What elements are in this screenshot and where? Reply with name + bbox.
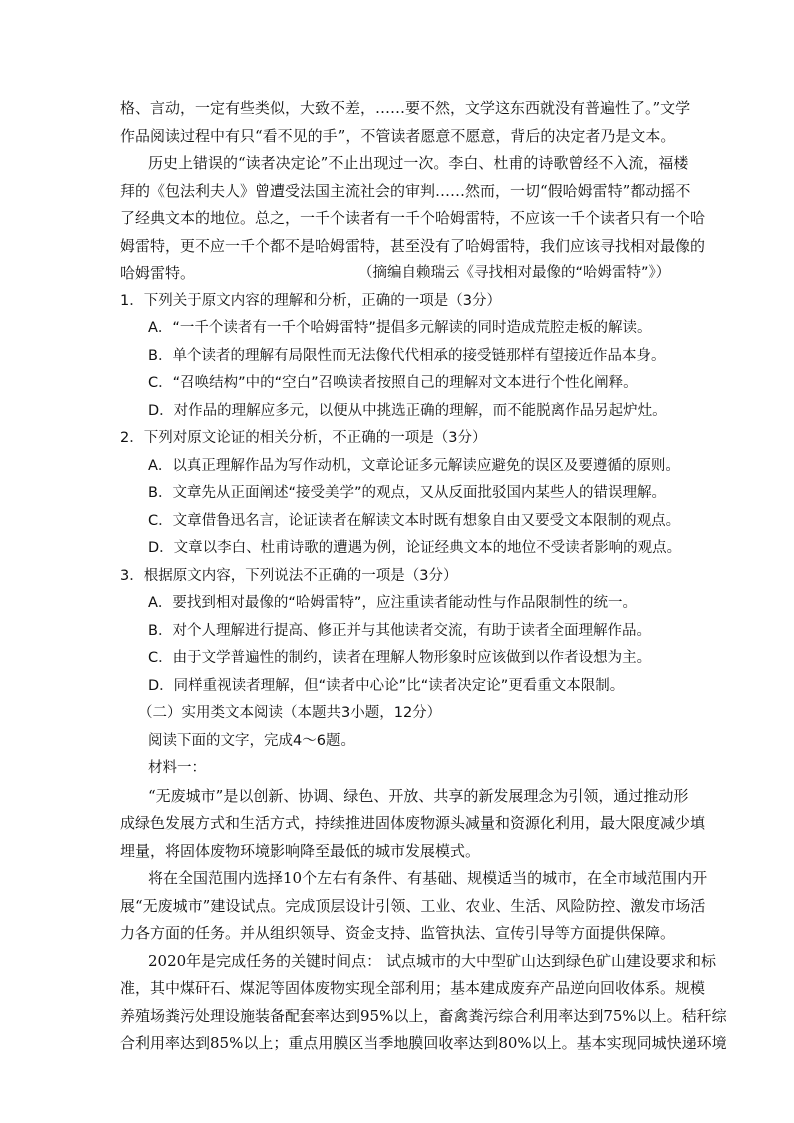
passage-source: （摘编自赖瑞云《寻找相对最像的“哈姆雷特”》）: [358, 265, 671, 281]
passage-line: 历史上错误的“读者决定论”不止出现过一次。李白、杜甫的诗歌曾经不入流，福楼: [148, 154, 689, 172]
question-stem: 3．根据原文内容，下列说法不正确的一项是（3分）: [120, 568, 458, 584]
material-line: “无废城市”是以创新、协调、绿色、开放、共享的新发展理念为引领，通过推动形: [148, 787, 689, 805]
question-stem: 1．下列关于原文内容的理解和分析，正确的一项是（3分）: [120, 293, 501, 309]
material-line: 合利用率达到85%以上；重点用膜区当季地膜回收率达到80%以上。基本实现同城快递环境: [120, 1034, 727, 1052]
passage-line: 了经典文本的地位。总之，一千个读者有一千个哈姆雷特，不应该一千个读者只有一个哈: [120, 209, 706, 227]
material-label: 材料一：: [148, 760, 206, 776]
material-line: 2020年是完成任务的关键时间点： 试点城市的大中型矿山达到绿色矿山建设要求和标: [148, 952, 716, 970]
answer-option: A．以真正理解作品为写作动机，文章论证多元解读应避免的误区及要遵循的原则。: [148, 458, 680, 474]
answer-option: C．由于文学普遍性的制约，读者在理解人物形象时应该做到以作者设想为主。: [148, 650, 652, 666]
answer-option: D．同样重视读者理解，但“读者中心论”比“读者决定论”更看重文本限制。: [148, 678, 625, 694]
passage-line: 姆雷特，更不应一千个都不是哈姆雷特，甚至没有了哈姆雷特，我们应该寻找相对最像的: [120, 237, 706, 255]
answer-option: D．对作品的理解应多元，以便从中挑选正确的理解，而不能脱离作品另起炉灶。: [148, 403, 667, 419]
material-line: 准，其中煤矸石、煤泥等固体废物实现全部利用；基本建成废弃产品逆向回收体系。规模: [120, 979, 706, 997]
answer-option: A．“一千个读者有一千个哈姆雷特”提倡多元解读的同时造成荒腔走板的解读。: [148, 320, 652, 336]
answer-option: B．单个读者的理解有局限性而无法像代代相承的接受链那样有望接近作品本身。: [148, 348, 666, 364]
passage-line: 作品阅读过程中有只“看不见的手”，不管读者愿意不愿意，背后的决定者乃是文本。: [120, 127, 676, 145]
answer-option: A．要找到相对最像的“哈姆雷特”，应注重读者能动性与作品限制性的统一。: [148, 595, 637, 611]
material-line: 成绿色发展方式和生活方式，持续推进固体废物源头减量和资源化利用，最大限度减少填: [120, 814, 706, 832]
answer-option: B．对个人理解进行提高、修正并与其他读者交流，有助于读者全面理解作品。: [148, 623, 651, 639]
answer-option: B．文章先从正面阐述“接受美学”的观点，又从反面批驳国内某些人的错误理解。: [148, 485, 666, 501]
material-line: 将在全国范围内选择10个左右有条件、有基础、规模适当的城市，在全市域范围内开: [148, 869, 708, 887]
passage-line: 拜的《包法利夫人》曾遭受法国主流社会的审判……然而，一切“假哈姆雷特”都动摇不: [120, 182, 691, 200]
passage-line: 哈姆雷特。: [120, 264, 196, 282]
material-line: 埋量，将固体废物环境影响降至最低的城市发展模式。: [120, 842, 481, 860]
answer-option: C．“召唤结构”中的“空白”召唤读者按照自己的理解对文本进行个性化阐释。: [148, 375, 638, 391]
answer-option: C．文章借鲁迅名言，论证读者在解读文本时既有想象自由又要受文本限制的观点。: [148, 513, 681, 529]
question-stem: 2．下列对原文论证的相关分析，不正确的一项是（3分）: [120, 430, 487, 446]
material-line: 养殖场粪污处理设施装备配套率达到95%以上，畜禽粪污综合利用率达到75%以上。秸秆综: [120, 1007, 727, 1025]
answer-option: D．文章以李白、杜甫诗歌的遭遇为例，论证经典文本的地位不受读者影响的观点。: [148, 540, 682, 556]
material-line: 力各方面的任务。并从组织领导、资金支持、监管执法、宣传引导等方面提供保障。: [120, 924, 676, 942]
passage-line: 格、言动，一定有些类似，大致不差，……要不然，文学这东西就没有普遍性了。”文学: [120, 99, 691, 117]
section-instruction: 阅读下面的文字，完成4～6题。: [148, 733, 355, 749]
material-line: 展“无废城市”建设试点。完成顶层设计引领、工业、农业、生活、风险防控、激发市场活: [120, 897, 706, 915]
section-heading: （二）实用类文本阅读（本题共3小题，12分）: [138, 705, 442, 721]
